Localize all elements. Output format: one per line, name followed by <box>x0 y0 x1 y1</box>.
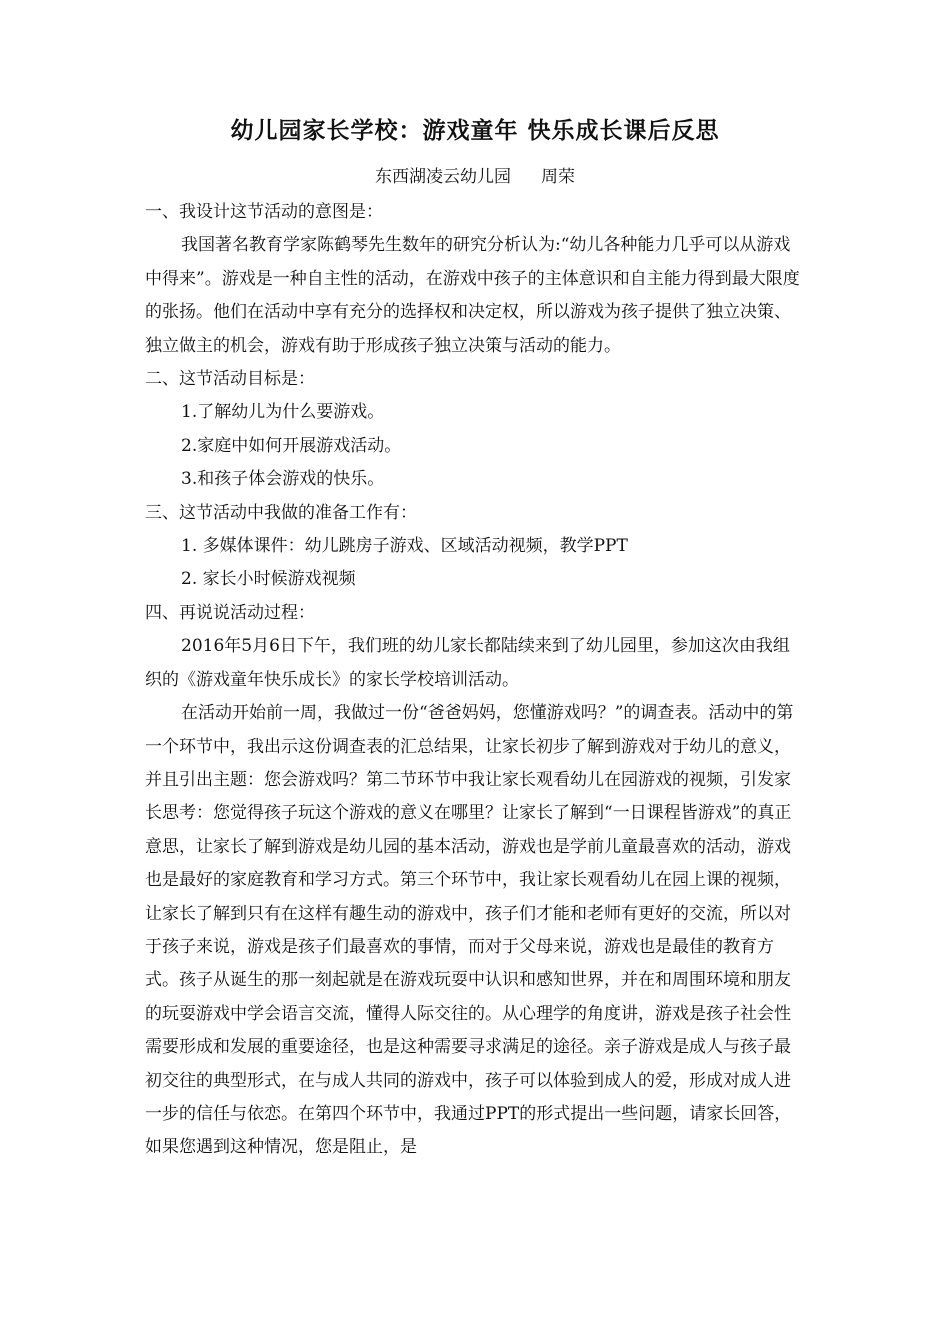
author-name: 周荣 <box>541 167 575 187</box>
section-1-heading: 一、我设计这节活动的意图是： <box>145 202 383 222</box>
section-4-heading: 四、再说说活动过程： <box>145 602 315 623</box>
author-organization: 东西湖凌云幼儿园 <box>375 167 511 187</box>
section-4-paragraph-1: 2016年5月6日下午，我们班的幼儿家长都陆续来到了幼儿园里，参加这次由我组织的《游戏童年快乐成长》的家长学校培训活动。 <box>145 636 790 690</box>
document-body <box>145 196 801 1165</box>
section-3-heading: 三、这节活动中我做的准备工作有： <box>145 502 417 523</box>
document-title: 幼儿园家长学校：游戏童年 快乐成长课后反思 <box>230 118 720 144</box>
author-line <box>0 162 950 187</box>
goal-item: 1.了解幼儿为什么要游戏。 <box>181 402 385 423</box>
section-2-heading: 二、这节活动目标是： <box>145 369 315 390</box>
section-1-paragraph: 我国著名教育学家陈鹤琴先生数年的研究分析认为:“幼儿各种能力几乎可以从游戏中得来”。游戏是一种自主性的活动，在游戏中孩子的主体意识和自主能力得到最大限度的张扬。他们在活动中享有充分的选择权和决定权，所以游戏为孩子提供了独立决策、独立做主的机会，游戏有助于形成孩子独立决策与活动的能力。 <box>145 235 800 356</box>
preparation-item: 1. 多媒体课件：幼儿跳房子游戏、区域活动视频，教学PPT <box>181 536 628 557</box>
preparation-item: 2. 家长小时候游戏视频 <box>181 569 356 590</box>
goal-item: 2.家庭中如何开展游戏活动。 <box>181 435 402 456</box>
goal-item: 3.和孩子体会游戏的快乐。 <box>181 469 385 490</box>
section-4-paragraph-2: 在活动开始前一周，我做过一份“爸爸妈妈，您懂游戏吗？”的调查表。活动中的第一个环节中，我出示这份调查表的汇总结果，让家长初步了解到游戏对于幼儿的意义，并且引出主题：您会游戏吗？第二节环节中我让家长观看幼儿在园游戏的视频，引发家长思考：您觉得孩子玩这个游戏的意义在哪里？让家长了解到“一日课程皆游戏”的真正意思，让家长了解到游戏是幼儿园的基本活动，游戏也是学前儿童最喜欢的活动，游戏也是最好的家庭教育和学习方式。第三个环节中，我让家长观看幼儿在园上课的视频，让家长了解到只有在这样有趣生动的游戏中，孩子们才能和老师有更好的交流，所以对于孩子来说，游戏是孩子们最喜欢的事情，而对于父母来说，游戏也是最佳的教育方式。孩子从诞生的那一刻起就是在游戏玩耍中认识和感知世界，并在和周围环境和朋友的玩耍游戏中学会语言交流，懂得人际交往的。从心理学的角度讲，游戏是孩子社会性需要形成和发展的重要途径，也是这种需要寻求满足的途径。亲子游戏是成人与孩子最初交往的典型形式，在与成人共同的游戏中，孩子可以体验到成人的爱，形成对成人进一步的信任与依恋。在第四个环节中，我通过PPT的形式提出一些问题，请家长回答，如果您遇到这种情况，您是阻止，是 <box>145 703 794 1158</box>
